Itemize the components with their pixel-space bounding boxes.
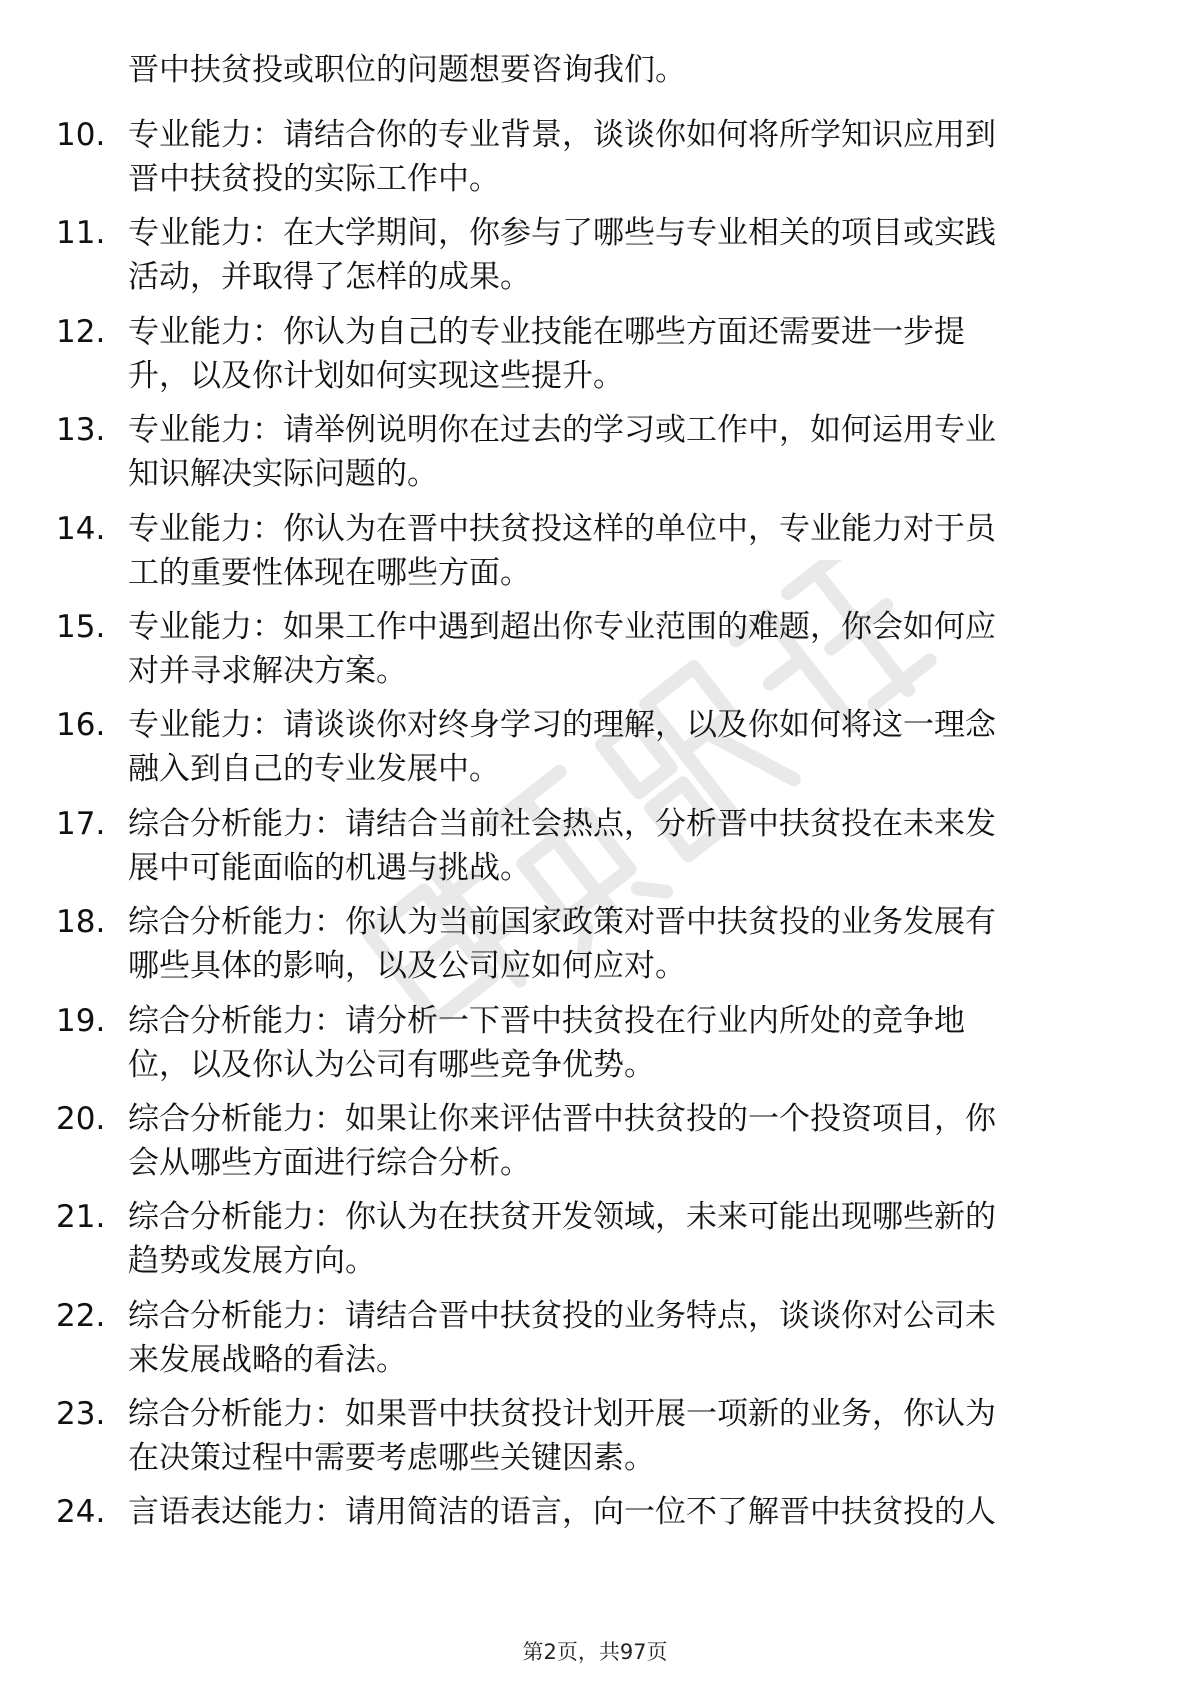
question-item [0,1092,1190,1190]
question-text [128,703,1118,791]
question-text-line: 专业能力：你认为在晋中扶贫投这样的单位中，专业能力对于员 [128,510,996,547]
question-number: 19. [56,1002,106,1039]
question-text-line: 言语表达能力：请用简洁的语言，向一位不了解晋中扶贫投的人 [128,1494,996,1531]
question-number: 16. [56,707,106,744]
question-text-line: 专业能力：你认为自己的专业技能在哪些方面还需要进一步提 [128,313,965,350]
question-number: 10. [56,117,106,153]
question-text-line: 专业能力：如果工作中遇到超出你专业范围的难题，你会如何应 [128,608,996,645]
question-text [128,605,1118,693]
question-number: 21. [56,1199,106,1236]
question-text [128,507,1118,595]
question-text [128,1195,1118,1283]
question-number: 12. [56,313,106,350]
question-item [0,994,1190,1092]
question-text [128,1490,1118,1534]
question-number: 23. [56,1396,106,1433]
question-number: 15. [56,608,106,645]
question-text-line: 来发展战略的看法。 [128,1341,407,1378]
continuation-text: 晋中扶贫投或职位的问题想要咨询我们。 [128,52,686,88]
question-number: 11. [56,215,106,252]
question-text-line: 综合分析能力：如果让你来评估晋中扶贫投的一个投资项目，你 [128,1100,996,1137]
question-text [128,900,1118,988]
question-text [128,211,1118,299]
question-text [128,1097,1118,1185]
question-text-line: 综合分析能力：请分析一下晋中扶贫投在行业内所处的竞争地 [128,1002,965,1039]
question-text-line: 在决策过程中需要考虑哪些关键因素。 [128,1440,655,1477]
question-item [0,206,1190,304]
question-text-line: 综合分析能力：你认为在扶贫开发领域，未来可能出现哪些新的 [128,1199,996,1236]
question-number: 18. [56,904,106,941]
question-text-line: 展中可能面临的机遇与挑战。 [128,849,531,886]
question-number: 14. [56,510,106,547]
question-text-line: 对并寻求解决方案。 [128,652,407,689]
question-text-line: 融入到自己的专业发展中。 [128,751,500,788]
question-item [0,1289,1190,1387]
question-text-line: 晋中扶贫投的实际工作中。 [128,161,500,197]
question-text-line: 专业能力：请谈谈你对终身学习的理解，以及你如何将这一理念 [128,707,996,744]
question-text-line: 会从哪些方面进行综合分析。 [128,1144,531,1181]
question-text [128,999,1118,1087]
question-number: 17. [56,805,106,842]
question-text-line: 升，以及你计划如何实现这些提升。 [128,357,624,394]
question-number: 24. [56,1494,106,1531]
question-text-line: 专业能力：在大学期间，你参与了哪些与专业相关的项目或实践 [128,215,996,252]
question-text-line: 综合分析能力：请结合晋中扶贫投的业务特点，谈谈你对公司未 [128,1297,996,1334]
question-item [0,108,1190,206]
question-text [128,1294,1118,1382]
question-text-line: 活动，并取得了怎样的成果。 [128,259,531,296]
question-text [128,408,1118,496]
question-text-line: 综合分析能力：你认为当前国家政策对晋中扶贫投的业务发展有 [128,904,996,941]
question-text-line: 专业能力：请结合你的专业背景，谈谈你如何将所学知识应用到 [128,117,996,153]
question-text [128,113,1118,201]
question-item [0,502,1190,600]
question-text-line: 哪些具体的影响，以及公司应如何应对。 [128,948,686,985]
question-text-line: 综合分析能力：如果晋中扶贫投计划开展一项新的业务，你认为 [128,1396,996,1433]
question-item [0,1485,1190,1583]
question-item [0,797,1190,895]
question-text-line: 知识解决实际问题的。 [128,456,438,493]
question-item [0,403,1190,501]
question-number: 20. [56,1100,106,1137]
page-number: 第2页，共97页 [522,1640,668,1664]
question-text-line: 位，以及你认为公司有哪些竞争优势。 [128,1046,655,1083]
question-text [128,310,1118,398]
question-item [0,895,1190,993]
question-number: 22. [56,1297,106,1334]
question-item [0,600,1190,698]
question-item [0,305,1190,403]
question-item [0,1387,1190,1485]
question-text [128,1392,1118,1480]
question-text-line: 专业能力：请举例说明你在过去的学习或工作中，如何运用专业 [128,412,996,449]
question-list [0,108,1190,1584]
question-number: 13. [56,412,106,449]
question-item [0,1190,1190,1288]
question-text-line: 工的重要性体现在哪些方面。 [128,554,531,591]
question-text [128,802,1118,890]
question-text-line: 趋势或发展方向。 [128,1243,376,1280]
question-text-line: 综合分析能力：请结合当前社会热点，分析晋中扶贫投在未来发 [128,805,996,842]
question-item [0,698,1190,796]
